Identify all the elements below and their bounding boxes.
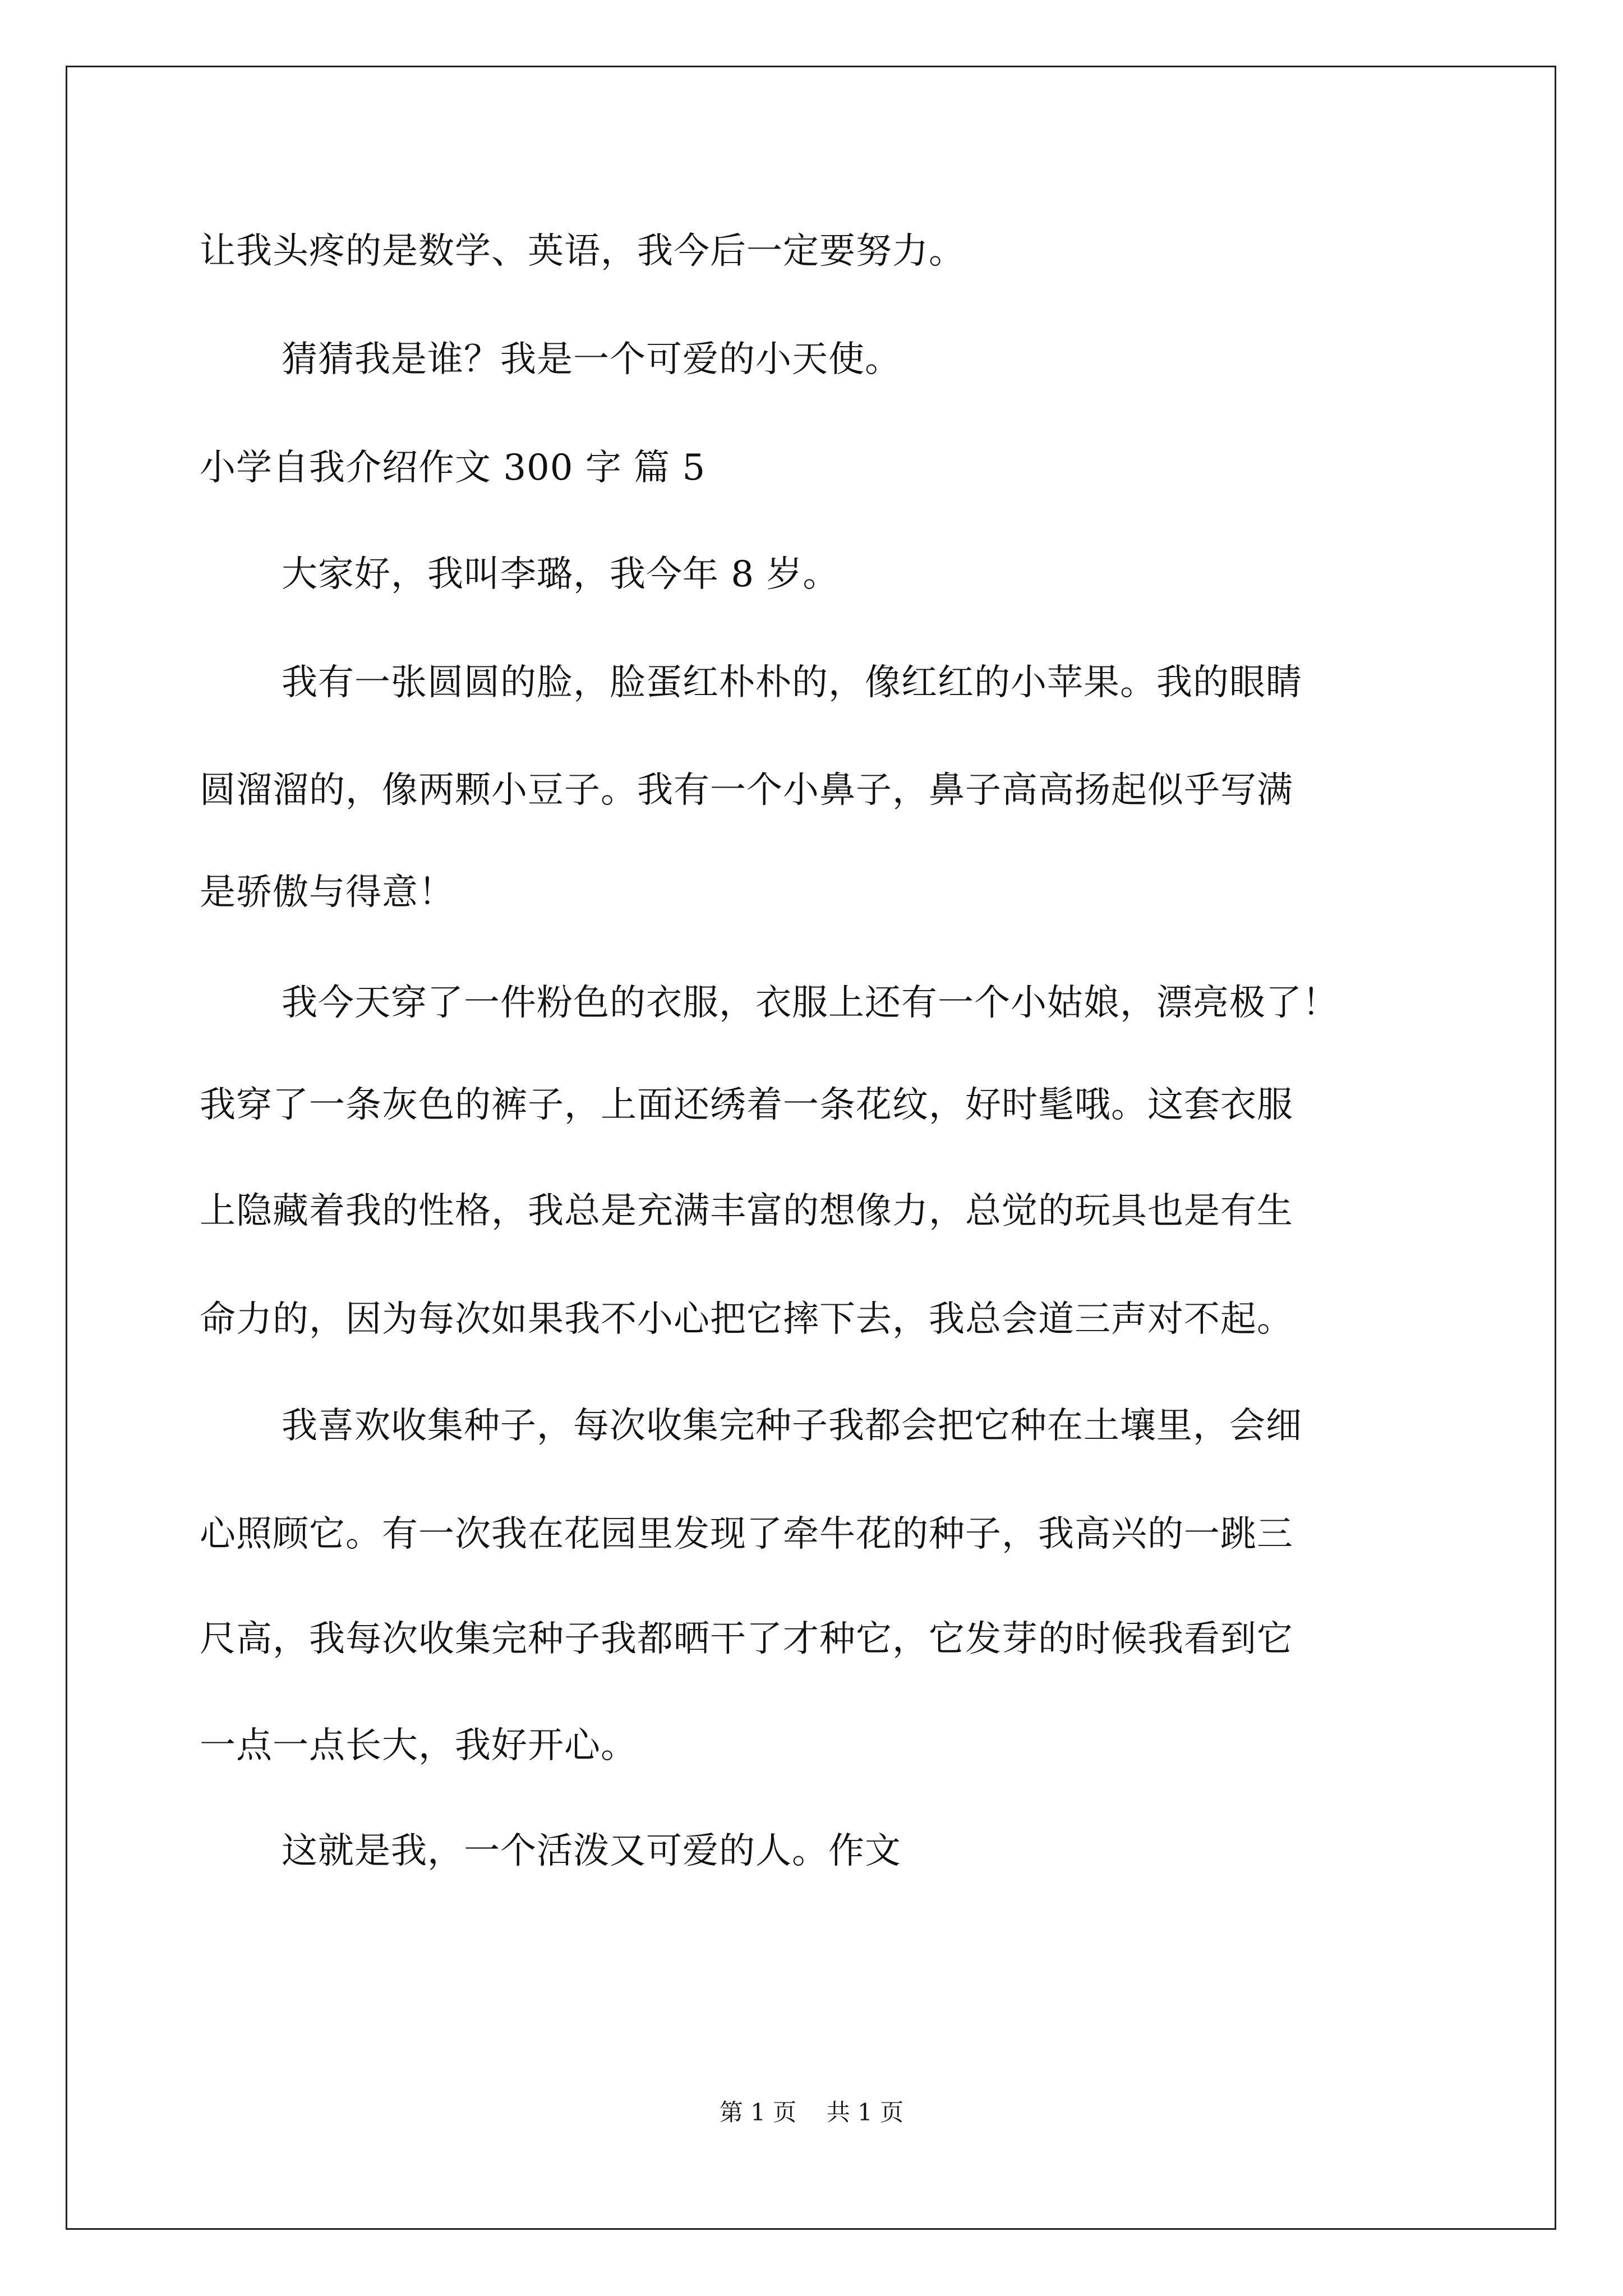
paragraph-line: 我今天穿了一件粉色的衣服，衣服上还有一个小姑娘，漂亮极了！	[282, 982, 1339, 1024]
paragraph-line: 心照顾它。有一次我在花园里发现了牵牛花的种子，我高兴的一跳三	[200, 1513, 1293, 1555]
paragraph-line: 我喜欢收集种子，每次收集完种子我都会把它种在土壤里，会细	[282, 1405, 1302, 1447]
paragraph-line: 一点一点长大，我好开心。	[200, 1725, 637, 1766]
paragraph-line: 这就是我，一个活泼又可爱的人。作文	[282, 1830, 901, 1872]
paragraph-line: 猜猜我是谁？我是一个可爱的小天使。	[282, 339, 901, 380]
paragraph-line: 让我头疼的是数学、英语，我今后一定要努力。	[200, 231, 965, 272]
paragraph-line: 我有一张圆圆的脸，脸蛋红朴朴的，像红红的小苹果。我的眼睛	[282, 662, 1302, 703]
page-border	[66, 66, 1556, 2230]
page-footer: 第 1 页 共 1 页	[719, 2099, 904, 2126]
paragraph-line: 我穿了一条灰色的裤子，上面还绣着一条花纹，好时髦哦。这套衣服	[200, 1084, 1293, 1126]
paragraph-line: 大家好，我叫李璐，我今年 8 岁。	[282, 554, 840, 595]
paragraph-line: 尺高，我每次收集完种子我都晒干了才种它，它发芽的时候我看到它	[200, 1618, 1293, 1660]
section-heading: 小学自我介绍作文 300 字 篇 5	[200, 447, 706, 489]
paragraph-line: 命力的，因为每次如果我不小心把它摔下去，我总会道三声对不起。	[200, 1299, 1293, 1340]
paragraph-line: 上隐藏着我的性格，我总是充满丰富的想像力，总觉的玩具也是有生	[200, 1190, 1293, 1232]
paragraph-line: 是骄傲与得意！	[200, 872, 455, 913]
paragraph-line: 圆溜溜的，像两颗小豆子。我有一个小鼻子，鼻子高高扬起似乎写满	[200, 770, 1293, 811]
